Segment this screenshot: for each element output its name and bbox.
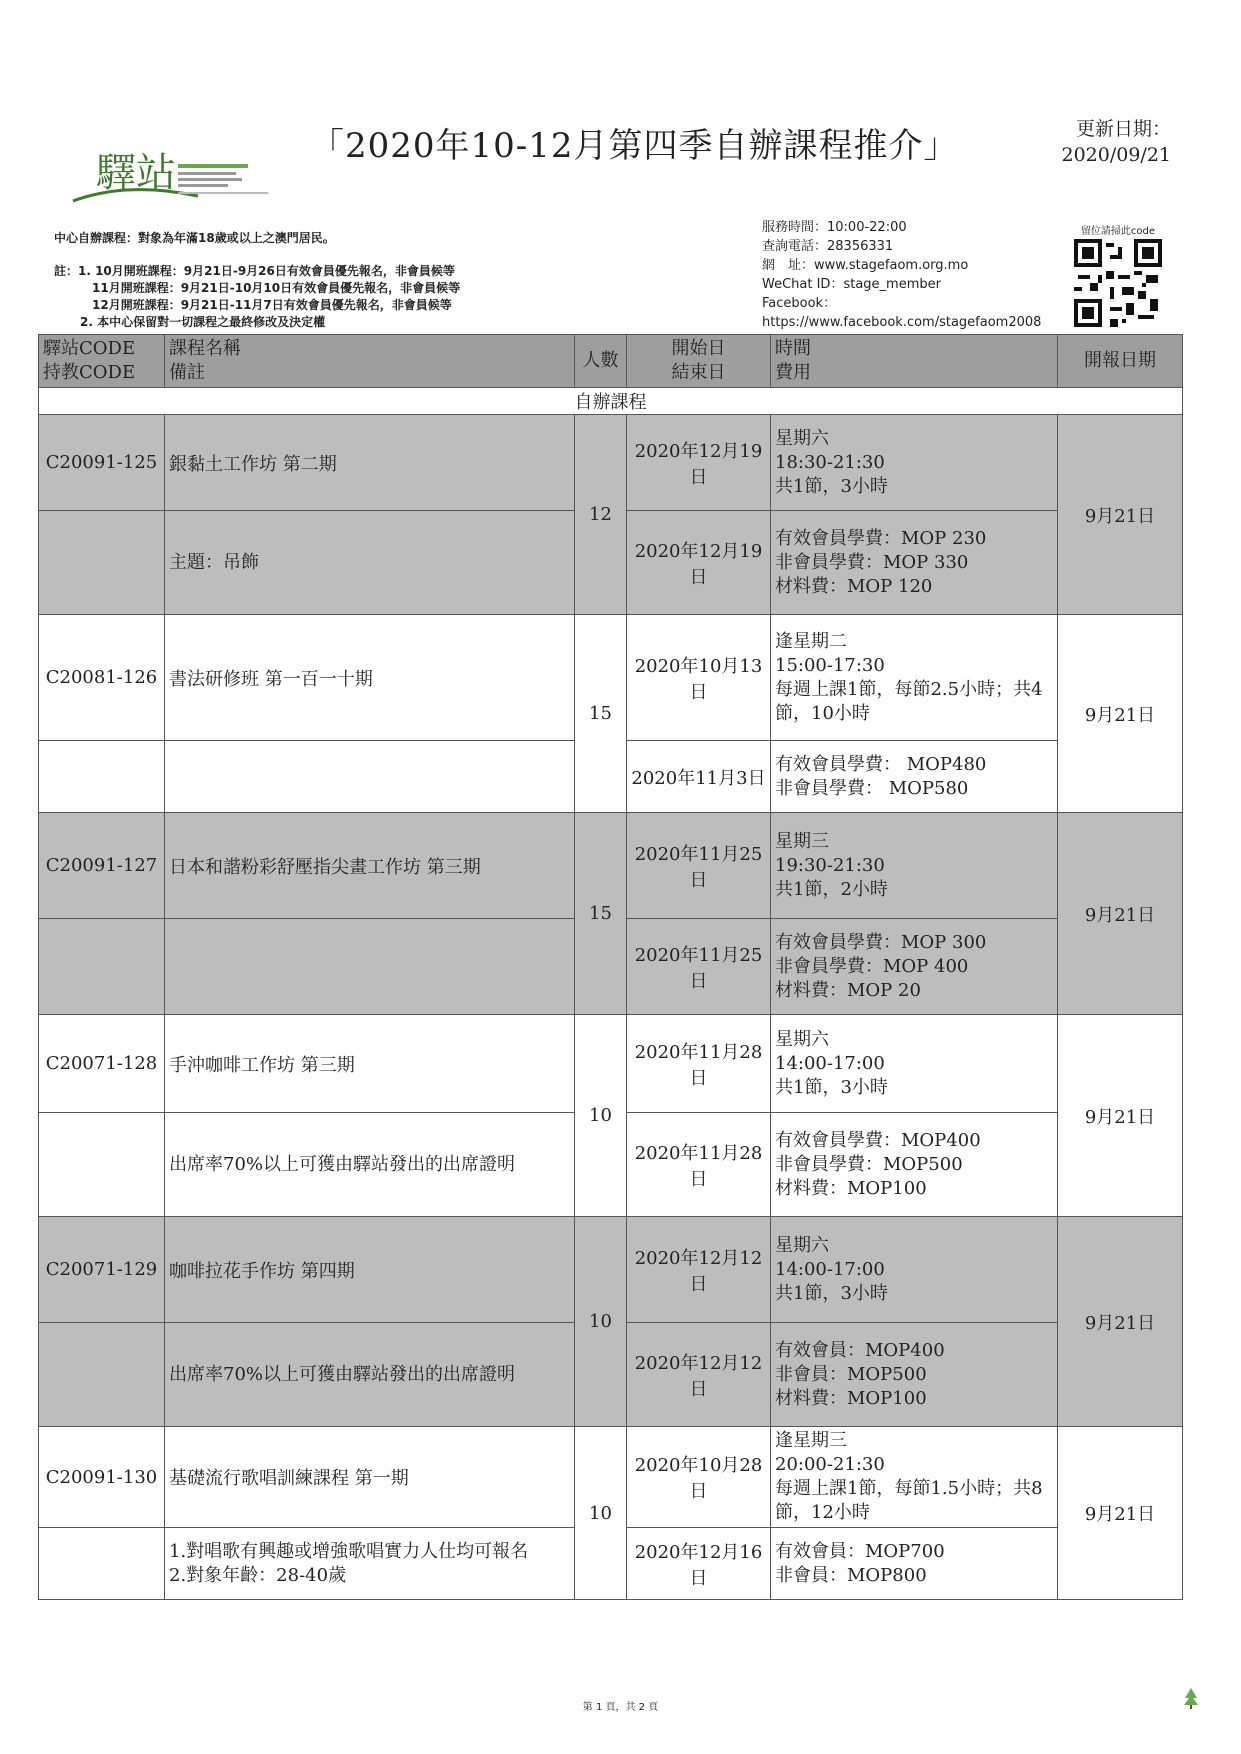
time-line: 節，10小時	[775, 702, 870, 724]
time-line: 共1節，3小時	[775, 1282, 888, 1304]
course-fee	[771, 741, 1058, 813]
course-note: 出席率70%以上可獲由驛站發出的出席證明	[165, 1113, 575, 1217]
course-time	[771, 415, 1058, 511]
course-open-date: 9月21日	[1058, 415, 1183, 615]
eligibility-note: 中心自辦課程：對象為年滿18歲或以上之澳門居民。	[54, 231, 335, 245]
course-time	[771, 615, 1058, 741]
course-people: 12	[575, 415, 627, 615]
header-name: 課程名稱 備註	[165, 335, 575, 388]
course-open-date: 9月21日	[1058, 615, 1183, 813]
time-line: 15:00-17:30	[775, 654, 885, 676]
fee-line: 有效會員學費： MOP480	[775, 753, 987, 775]
course-people: 10	[575, 1217, 627, 1427]
table-row	[39, 1427, 1183, 1528]
course-note: 主題：吊飾	[165, 511, 575, 615]
time-line: 每週上課1節，每節2.5小時；共4	[775, 678, 1043, 700]
fee-line: 材料費：MOP100	[775, 1177, 927, 1199]
course-code-empty	[39, 1113, 165, 1217]
course-note	[165, 741, 575, 813]
tree-icon	[1178, 1684, 1204, 1714]
course-end-date: 2020年11月28日	[627, 1113, 771, 1217]
header-code: 驛站CODE 持教CODE	[39, 335, 165, 388]
course-name: 書法研修班 第一百一十期	[165, 615, 575, 741]
course-code: C20081-126	[39, 615, 165, 741]
course-end-date: 2020年12月19日	[627, 511, 771, 615]
wechat-id: WeChat ID：stage_member	[762, 277, 941, 292]
course-code-empty	[39, 511, 165, 615]
course-end-date: 2020年11月3日	[627, 741, 771, 813]
course-note: 1.對唱歌有興趣或增強歌唱實力人仕均可報名 2.對象年齡：28-40歲	[165, 1528, 575, 1600]
course-open-date: 9月21日	[1058, 813, 1183, 1015]
fee-line: 非會員學費： MOP580	[775, 777, 969, 799]
course-note	[165, 919, 575, 1015]
time-line: 星期三	[775, 830, 829, 852]
table-row	[39, 415, 1183, 511]
course-start-date: 2020年10月13日	[627, 615, 771, 741]
time-line: 節，12小時	[775, 1502, 870, 1523]
course-fee	[771, 1323, 1058, 1427]
course-end-date: 2020年11月25日	[627, 919, 771, 1015]
fee-line: 有效會員學費：MOP400	[775, 1129, 981, 1151]
page-title: 「2020年10-12月第四季自辦課程推介」	[310, 126, 959, 166]
course-table	[38, 334, 1183, 1600]
qr-block	[1072, 222, 1164, 327]
fee-line: 有效會員學費：MOP 300	[775, 931, 987, 953]
course-name: 銀黏土工作坊 第二期	[165, 415, 575, 511]
course-code-empty	[39, 919, 165, 1015]
stage-logo-icon	[68, 146, 308, 216]
website-link[interactable]: 網 址：www.stagefaom.org.mo	[762, 258, 969, 273]
time-line: 逢星期二	[775, 630, 847, 652]
fee-line: 非會員：MOP800	[775, 1564, 927, 1586]
course-note: 出席率70%以上可獲由驛站發出的出席證明	[165, 1323, 575, 1427]
time-line: 14:00-17:00	[775, 1052, 885, 1074]
time-line: 每週上課1節，每節1.5小時；共8	[775, 1478, 1043, 1499]
facebook-label: Facebook：	[762, 296, 837, 311]
table-row	[39, 813, 1183, 919]
note-line-2: 11月開班課程：9月21日-10月10日有效會員優先報名，非會員候等	[92, 281, 461, 295]
fee-line: 非會員學費：MOP 330	[775, 551, 969, 573]
update-date-block	[1061, 116, 1171, 168]
course-code: C20091-130	[39, 1427, 165, 1528]
fee-line: 非會員學費：MOP 400	[775, 955, 969, 977]
course-people: 10	[575, 1015, 627, 1217]
section-label: 自辦課程	[39, 388, 1183, 415]
course-end-date: 2020年12月16日	[627, 1528, 771, 1600]
course-start-date: 2020年12月19日	[627, 415, 771, 511]
note-line-1: 註：1. 10月開班課程：9月21日-9月26日有效會員優先報名，非會員候等	[54, 264, 455, 278]
phone-number: 查詢電話：28356331	[762, 239, 894, 254]
course-fee	[771, 919, 1058, 1015]
course-open-date: 9月21日	[1058, 1427, 1183, 1600]
fee-line: 非會員學費：MOP500	[775, 1153, 963, 1175]
course-code: C20091-125	[39, 415, 165, 511]
course-name: 日本和諧粉彩舒壓指尖畫工作坊 第三期	[165, 813, 575, 919]
course-code-empty	[39, 1323, 165, 1427]
time-line: 逢星期三	[775, 1430, 847, 1451]
table-row	[39, 1217, 1183, 1323]
fee-line: 有效會員：MOP400	[775, 1339, 945, 1361]
course-name: 咖啡拉花手作坊 第四期	[165, 1217, 575, 1323]
course-start-date: 2020年10月28日	[627, 1427, 771, 1528]
course-people: 15	[575, 615, 627, 813]
course-code: C20071-129	[39, 1217, 165, 1323]
table-header-row	[39, 335, 1183, 388]
fee-line: 材料費：MOP 120	[775, 575, 933, 597]
header-time-fee: 時間 費用	[771, 335, 1058, 388]
course-people: 15	[575, 813, 627, 1015]
course-fee	[771, 511, 1058, 615]
section-row	[39, 388, 1183, 415]
fee-line: 材料費：MOP 20	[775, 979, 921, 1001]
header-dates: 開始日 結束日	[627, 335, 771, 388]
course-start-date: 2020年11月25日	[627, 813, 771, 919]
note-line-4: 2. 本中心保留對一切課程之最終修改及決定權	[80, 315, 326, 329]
fee-line: 有效會員：MOP700	[775, 1540, 945, 1562]
course-name: 手沖咖啡工作坊 第三期	[165, 1015, 575, 1113]
contact-info	[762, 218, 1041, 332]
time-line: 共1節，2小時	[775, 878, 888, 900]
header-open-date: 開報日期	[1058, 335, 1183, 388]
time-line: 18:30-21:30	[775, 451, 885, 473]
course-start-date: 2020年11月28日	[627, 1015, 771, 1113]
course-code: C20091-127	[39, 813, 165, 919]
service-hours: 服務時間：10:00-22:00	[762, 220, 907, 235]
time-line: 星期六	[775, 427, 829, 449]
time-line: 星期六	[775, 1234, 829, 1256]
time-line: 19:30-21:30	[775, 854, 885, 876]
course-name: 基礎流行歌唱訓練課程 第一期	[165, 1427, 575, 1528]
qr-label: 留位請掃此code	[1080, 226, 1156, 237]
course-code-empty	[39, 1528, 165, 1600]
course-notes	[54, 230, 460, 331]
course-time	[771, 813, 1058, 919]
time-line: 共1節，3小時	[775, 1076, 888, 1098]
fee-line: 材料費：MOP100	[775, 1387, 927, 1409]
qr-code-icon[interactable]	[1074, 239, 1162, 327]
course-time	[771, 1427, 1058, 1528]
table-row	[39, 1015, 1183, 1113]
fee-line: 有效會員學費：MOP 230	[775, 527, 987, 549]
page-number: 第 1 頁，共 2 頁	[582, 1702, 659, 1713]
course-end-date: 2020年12月12日	[627, 1323, 771, 1427]
time-line: 星期六	[775, 1028, 829, 1050]
update-label: 更新日期：	[1075, 118, 1171, 140]
svg-text:驛站: 驛站	[96, 150, 176, 196]
course-open-date: 9月21日	[1058, 1217, 1183, 1427]
time-line: 20:00-21:30	[775, 1454, 885, 1475]
course-start-date: 2020年12月12日	[627, 1217, 771, 1323]
course-people: 10	[575, 1427, 627, 1600]
course-code-empty	[39, 741, 165, 813]
header-people: 人數	[575, 335, 627, 388]
note-line-3: 12月開班課程：9月21日-11月7日有效會員優先報名，非會員候等	[92, 298, 452, 312]
fee-line: 非會員：MOP500	[775, 1363, 927, 1385]
course-code: C20071-128	[39, 1015, 165, 1113]
course-fee	[771, 1528, 1058, 1600]
facebook-link[interactable]: https://www.facebook.com/stagefaom2008	[762, 315, 1042, 330]
update-date: 2020/09/21	[1061, 144, 1171, 166]
time-line: 14:00-17:00	[775, 1258, 885, 1280]
course-open-date: 9月21日	[1058, 1015, 1183, 1217]
table-row	[39, 615, 1183, 741]
course-fee	[771, 1113, 1058, 1217]
course-time	[771, 1015, 1058, 1113]
time-line: 共1節，3小時	[775, 475, 888, 497]
course-time	[771, 1217, 1058, 1323]
